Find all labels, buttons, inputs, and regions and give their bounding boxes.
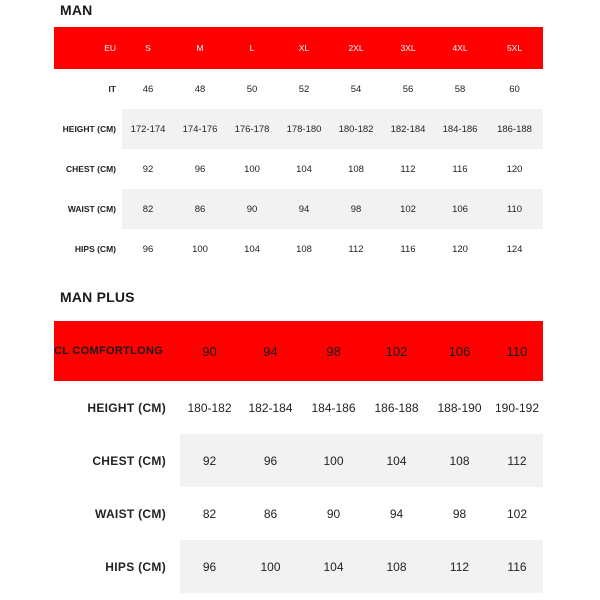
table-cell: 104 bbox=[296, 163, 312, 175]
man-plus-header-cell: 98 bbox=[302, 321, 365, 381]
table-cell: 98 bbox=[330, 189, 382, 229]
man-plus-header-cell: 106 bbox=[428, 321, 491, 381]
table-cell: 112 bbox=[428, 540, 491, 593]
row-label: HIPS (CM) bbox=[54, 540, 180, 593]
table-cell: 110 bbox=[486, 189, 543, 229]
table-cell: 104 bbox=[244, 243, 260, 255]
table-cell: 180-182 bbox=[187, 400, 232, 415]
man-plus-section-title: MAN PLUS bbox=[60, 289, 135, 305]
table-cell: 108 bbox=[365, 540, 428, 593]
man-plus-header-row bbox=[54, 321, 543, 381]
man-plus-header-cell: 94 bbox=[239, 321, 302, 381]
table-cell: 106 bbox=[434, 189, 486, 229]
table-cell: 108 bbox=[296, 243, 312, 255]
table-cell: 112 bbox=[348, 243, 364, 255]
table-cell: 94 bbox=[278, 189, 330, 229]
table-cell: 60 bbox=[509, 83, 520, 95]
man-header-cell: S bbox=[122, 27, 174, 69]
row-label: HEIGHT (CM) bbox=[54, 109, 122, 149]
table-cell: 186-188 bbox=[486, 109, 543, 149]
table-cell: 176-178 bbox=[226, 109, 278, 149]
table-cell: 120 bbox=[506, 163, 523, 175]
table-cell: 112 bbox=[400, 163, 416, 175]
table-cell: 102 bbox=[506, 506, 528, 521]
table-row bbox=[54, 109, 543, 149]
table-cell: 190-192 bbox=[494, 400, 540, 415]
table-cell: 182-184 bbox=[248, 400, 293, 415]
table-cell: 96 bbox=[142, 243, 154, 255]
table-row bbox=[54, 381, 543, 434]
man-plus-header-cell: 102 bbox=[365, 321, 428, 381]
table-cell: 96 bbox=[239, 434, 302, 487]
table-row bbox=[54, 434, 543, 487]
table-cell: 92 bbox=[142, 163, 154, 175]
table-row bbox=[54, 149, 543, 189]
table-cell: 90 bbox=[326, 506, 341, 521]
table-cell: 104 bbox=[365, 434, 428, 487]
row-label: WAIST (CM) bbox=[54, 189, 122, 229]
table-cell: 94 bbox=[389, 506, 404, 521]
table-cell: 184-186 bbox=[311, 400, 356, 415]
table-cell: 180-182 bbox=[330, 109, 382, 149]
table-cell: 100 bbox=[302, 434, 365, 487]
man-header-cell: 5XL bbox=[486, 27, 543, 69]
table-cell: 48 bbox=[194, 83, 206, 95]
table-cell: 188-190 bbox=[437, 400, 482, 415]
table-cell: 186-188 bbox=[374, 400, 419, 415]
row-label: CHEST (CM) bbox=[54, 149, 122, 189]
man-plus-header-cell: 90 bbox=[180, 321, 239, 381]
table-row bbox=[54, 229, 543, 269]
row-label: CHEST (CM) bbox=[54, 434, 180, 487]
man-header-row bbox=[54, 27, 543, 69]
man-header-cell: M bbox=[174, 27, 226, 69]
table-cell: 116 bbox=[452, 163, 468, 175]
table-cell: 108 bbox=[428, 434, 491, 487]
man-header-cell: 3XL bbox=[382, 27, 434, 69]
table-cell: 90 bbox=[226, 189, 278, 229]
table-cell: 86 bbox=[263, 506, 278, 521]
table-cell: 82 bbox=[202, 506, 217, 521]
table-cell: 100 bbox=[239, 540, 302, 593]
table-cell: 92 bbox=[180, 434, 239, 487]
table-cell: 108 bbox=[348, 163, 364, 175]
table-cell: 102 bbox=[382, 189, 434, 229]
table-cell: 52 bbox=[298, 83, 310, 95]
table-row bbox=[54, 487, 543, 540]
man-header-cell: L bbox=[226, 27, 278, 69]
man-section-title: MAN bbox=[60, 2, 93, 18]
table-cell: 58 bbox=[454, 83, 466, 95]
row-label: HEIGHT (CM) bbox=[54, 381, 180, 434]
row-label: IT bbox=[54, 69, 122, 109]
table-cell: 184-186 bbox=[434, 109, 486, 149]
row-label: WAIST (CM) bbox=[54, 487, 180, 540]
man-size-table bbox=[54, 27, 543, 269]
table-cell: 46 bbox=[142, 83, 154, 95]
table-cell: 82 bbox=[122, 189, 174, 229]
table-cell: 104 bbox=[302, 540, 365, 593]
table-cell: 100 bbox=[192, 243, 208, 255]
table-cell: 112 bbox=[491, 434, 543, 487]
man-plus-size-table bbox=[54, 321, 543, 593]
table-cell: 96 bbox=[180, 540, 239, 593]
table-cell: 50 bbox=[246, 83, 258, 95]
man-header-cell: 2XL bbox=[330, 27, 382, 69]
table-row bbox=[54, 189, 543, 229]
table-cell: 120 bbox=[452, 243, 468, 255]
table-cell: 124 bbox=[506, 243, 523, 255]
table-row bbox=[54, 69, 543, 109]
man-plus-header-cell: 110 bbox=[491, 321, 543, 381]
table-cell: 98 bbox=[452, 506, 467, 521]
man-plus-header-cell: CL COMFORTLONG bbox=[54, 321, 180, 381]
table-row bbox=[54, 540, 543, 593]
table-cell: 86 bbox=[174, 189, 226, 229]
man-header-cell: 4XL bbox=[434, 27, 486, 69]
table-cell: 54 bbox=[350, 83, 362, 95]
man-header-cell: XL bbox=[278, 27, 330, 69]
table-cell: 178-180 bbox=[278, 109, 330, 149]
table-cell: 100 bbox=[244, 163, 260, 175]
table-cell: 182-184 bbox=[382, 109, 434, 149]
table-cell: 96 bbox=[194, 163, 206, 175]
table-cell: 172-174 bbox=[122, 109, 174, 149]
row-label: HIPS (CM) bbox=[54, 229, 122, 269]
table-cell: 116 bbox=[400, 243, 416, 255]
table-cell: 174-176 bbox=[174, 109, 226, 149]
man-header-cell: EU bbox=[54, 27, 122, 69]
table-cell: 56 bbox=[402, 83, 414, 95]
table-cell: 116 bbox=[491, 540, 543, 593]
